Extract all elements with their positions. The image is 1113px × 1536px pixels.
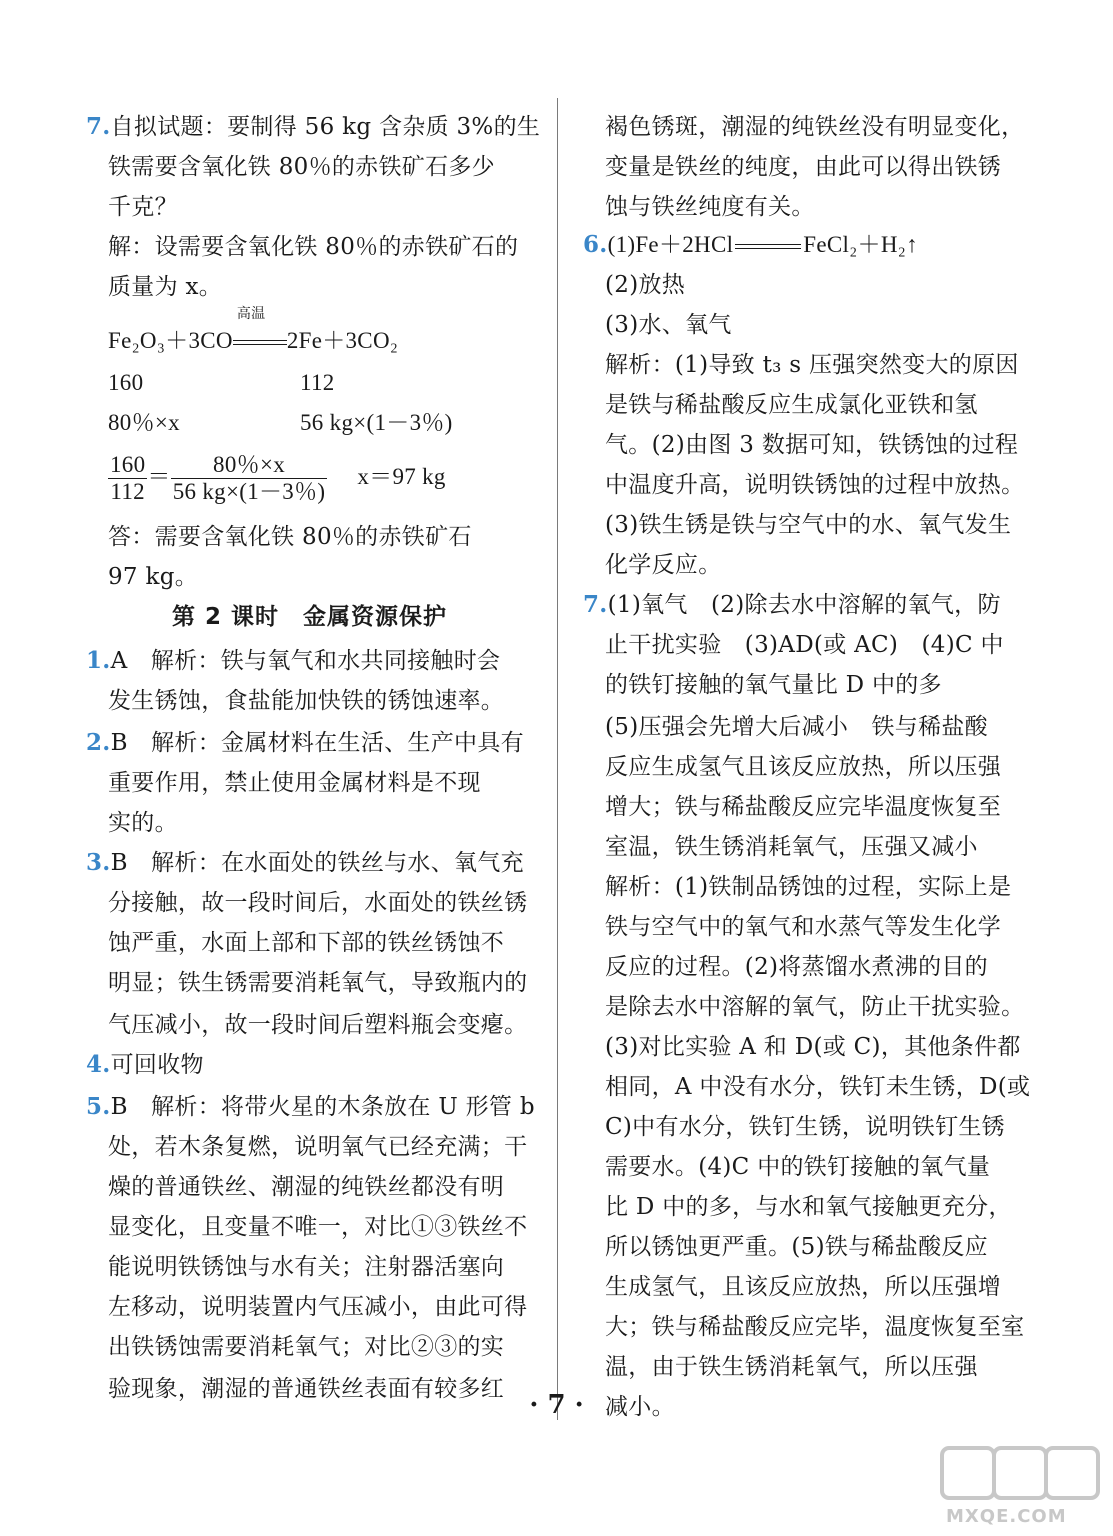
q6-equation: 6.(1)Fe＋2HCl FeCl₂＋H₂↑ <box>583 231 918 258</box>
q3-line: 3.B 解析：在水面处的铁丝与水、氧气充 <box>86 849 524 876</box>
question-number: 7. <box>86 113 111 140</box>
q1-line: 1.A 解析：铁与氧气和水共同接触时会 <box>86 647 501 674</box>
fraction: $\frac{160}{112}$ <box>110 452 146 504</box>
watermark-box-icon <box>940 1446 996 1500</box>
watermark-box-icon <box>1044 1446 1100 1500</box>
q2-line: 实的。 <box>108 810 178 836</box>
q7-analysis-line: (3)对比实验 A 和 D(或 C)，其他条件都 <box>605 1034 1021 1060</box>
answer-line: 97 kg。 <box>108 564 199 590</box>
q5-line: 显变化，且变量不唯一，对比①③铁丝不 <box>108 1214 528 1240</box>
question-number: 5. <box>86 1093 111 1120</box>
q7-answer-line: 增大；铁与稀盐酸反应完毕温度恢复至 <box>605 794 1002 820</box>
answer-line: 答：需要含氧化铁 80％的赤铁矿石 <box>108 524 472 550</box>
q1-line: 发生锈蚀，食盐能加快铁的锈蚀速率。 <box>108 688 505 714</box>
q5-line: 出铁锈蚀需要消耗氧气；对比②③的实 <box>108 1334 505 1360</box>
q7-analysis-line: 解析：(1)铁制品锈蚀的过程，实际上是 <box>605 874 1012 900</box>
question-number: 1. <box>86 647 111 674</box>
mass-ratio-row: 160 112 <box>108 370 335 395</box>
question-number: 4. <box>86 1051 111 1078</box>
watermark-text: MXQE.COM <box>946 1506 1067 1527</box>
q2-line: 2.B 解析：金属材料在生活、生产中具有 <box>86 729 524 756</box>
q7-analysis-line: 减小。 <box>605 1394 675 1420</box>
question-number: 2. <box>86 729 111 756</box>
q7-analysis-line: 反应的过程。(2)将蒸馏水煮沸的目的 <box>605 954 988 980</box>
q7-analysis-line: C)中有水分，铁钉生锈，说明铁钉生锈 <box>605 1114 1005 1140</box>
q7-answer-line: (5)压强会先增大后减小 铁与稀盐酸 <box>605 714 988 740</box>
mass-value-row: 80％×x 56 kg×(1－3％) <box>108 410 453 435</box>
q2-line: 重要作用，禁止使用金属材料是不现 <box>108 770 481 796</box>
q7-solution-line: 解：设需要含氧化铁 80％的赤铁矿石的 <box>108 234 519 260</box>
q7-analysis-line: 需要水。(4)C 中的铁钉接触的氧气量 <box>605 1154 991 1180</box>
q5-continued-line: 变量是铁丝的纯度，由此可以得出铁锈 <box>605 154 1002 180</box>
q5-line: 能说明铁锈蚀与水有关；注射器活塞向 <box>108 1254 505 1280</box>
watermark-box-icon <box>992 1446 1048 1500</box>
q3-line: 明显；铁生锈需要消耗氧气，导致瓶内的 <box>108 970 528 996</box>
q7-answer-line: 止干扰实验 (3)AD(或 AC) (4)C 中 <box>605 632 1004 658</box>
section-title: 第 2 课时 金属资源保护 <box>171 604 448 630</box>
q7-analysis-line: 铁与空气中的氧气和水蒸气等发生化学 <box>605 914 1002 940</box>
q5-continued-line: 褐色锈斑，潮湿的纯铁丝没有明显变化， <box>605 114 1025 140</box>
q5-continued-line: 蚀与铁丝纯度有关。 <box>605 194 815 220</box>
q7-analysis-line: 生成氢气，且该反应放热，所以压强增 <box>605 1274 1002 1300</box>
q6-line: (2)放热 <box>605 272 686 298</box>
q6-line: (3)铁生锈是铁与空气中的水、氧气发生 <box>605 512 1012 538</box>
q6-line: 中温度升高，说明铁锈蚀的过程中放热。 <box>605 472 1025 498</box>
page-number: · 7 · <box>529 1390 584 1420</box>
chemical-equation: Fe₂O₃＋3CO 高温 2Fe＋3CO₂ <box>86 326 533 356</box>
question-number: 7. <box>583 591 608 618</box>
fraction: $\frac{80\%\times x}{56 kg\times(1-3\%)}$ <box>172 452 326 504</box>
q7-analysis-line: 温，由于铁生锈消耗氧气，所以压强 <box>605 1354 978 1380</box>
q6-line: 是铁与稀盐酸反应生成氯化亚铁和氢 <box>605 392 978 418</box>
q7-line: 千克？ <box>108 194 178 220</box>
q6-line: 气。(2)由图 3 数据可知，铁锈蚀的过程 <box>605 432 1019 458</box>
q5-line: 5.B 解析：将带火星的木条放在 U 形管 b <box>86 1093 535 1120</box>
q7-analysis-line: 相同，A 中没有水分，铁钉未生锈，D(或 <box>605 1074 1031 1100</box>
q7-answer-line: 的铁钉接触的氧气量比 D 中的多 <box>605 672 942 698</box>
watermark-logo <box>940 1444 1100 1527</box>
q3-line: 蚀严重，水面上部和下部的铁丝锈蚀不 <box>108 930 505 956</box>
q7-answer-line: 反应生成氢气且该反应放热，所以压强 <box>605 754 1002 780</box>
q5-line: 燥的普通铁丝、潮湿的纯铁丝都没有明 <box>108 1174 505 1200</box>
q7-analysis-line: 比 D 中的多，与水和氧气接触更充分， <box>605 1194 1012 1220</box>
question-number: 6. <box>583 231 608 258</box>
q7-line: 铁需要含氧化铁 80％的赤铁矿石多少 <box>108 154 495 180</box>
proportion-equation: $\frac{160}{112}$ ＝ $\frac{80\%\times x}{56 kg\times(1-3\%)}$ x＝97 kg <box>110 452 446 504</box>
q5-line: 处，若木条复燃，说明氧气已经充满；干 <box>108 1134 528 1160</box>
q7-solution-line: 质量为 x。 <box>108 274 223 300</box>
q5-line: 左移动，说明装置内气压减小，由此可得 <box>108 1294 528 1320</box>
equals-sign <box>735 244 801 249</box>
q7-analysis-line: 是除去水中溶解的氧气，防止干扰实验。 <box>605 994 1025 1020</box>
q7-analysis-line: 所以锈蚀更严重。(5)铁与稀盐酸反应 <box>605 1234 988 1260</box>
column-divider <box>557 98 558 1420</box>
q6-line: 化学反应。 <box>605 552 722 578</box>
q7-analysis-line: 大；铁与稀盐酸反应完毕，温度恢复至室 <box>605 1314 1025 1340</box>
q6-line: (3)水、氧气 <box>605 312 732 338</box>
q7-answer-line: 室温，铁生锈消耗氧气，压强又减小 <box>605 834 978 860</box>
q3-line: 气压减小，故一段时间后塑料瓶会变瘪。 <box>108 1012 528 1038</box>
q7-line: 7.自拟试题：要制得 56 kg 含杂质 3%的生 <box>86 113 541 140</box>
q5-line: 验现象，潮湿的普通铁丝表面有较多红 <box>108 1376 505 1402</box>
q7-answer-line: 7.(1)氧气 (2)除去水中溶解的氧气，防 <box>583 591 1001 618</box>
q4-line: 4.可回收物 <box>86 1051 204 1078</box>
reaction-condition: 高温 <box>233 326 287 356</box>
q3-line: 分接触，故一段时间后，水面处的铁丝锈 <box>108 890 528 916</box>
q6-line: 解析：(1)导致 t₃ s 压强突然变大的原因 <box>605 352 1019 378</box>
question-number: 3. <box>86 849 111 876</box>
